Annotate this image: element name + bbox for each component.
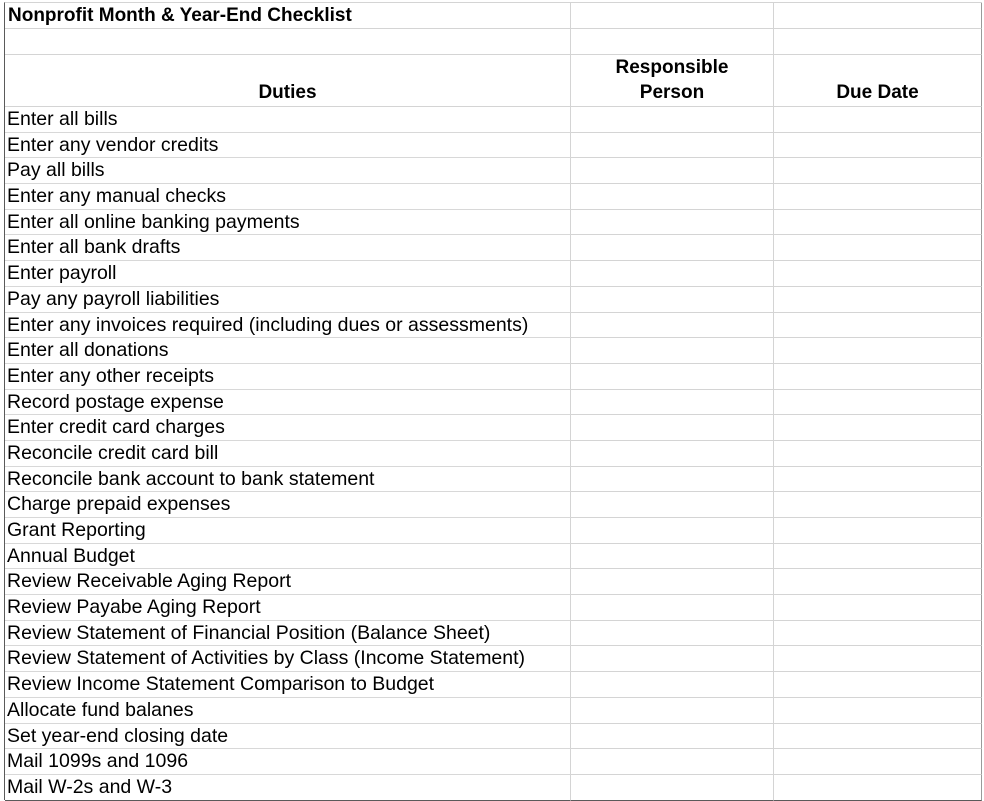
responsible-person-cell[interactable] — [571, 235, 774, 261]
due-date-cell[interactable] — [774, 184, 982, 210]
due-date-cell[interactable] — [774, 338, 982, 364]
duty-cell[interactable]: Enter any manual checks — [5, 184, 571, 210]
responsible-person-cell[interactable] — [571, 698, 774, 724]
empty-cell[interactable] — [5, 29, 571, 55]
duty-cell[interactable]: Pay any payroll liabilities — [5, 287, 571, 313]
due-date-cell[interactable] — [774, 235, 982, 261]
responsible-header-line1: Responsible — [615, 57, 729, 78]
duty-cell[interactable]: Enter all bills — [5, 107, 571, 133]
table-row — [5, 107, 982, 133]
responsible-person-cell[interactable] — [571, 133, 774, 159]
due-date-cell[interactable] — [774, 415, 982, 441]
due-date-header[interactable] — [774, 55, 982, 107]
table-row — [5, 544, 982, 570]
empty-cell[interactable] — [774, 29, 982, 55]
duty-cell[interactable]: Enter all online banking payments — [5, 210, 571, 236]
table-row — [5, 338, 982, 364]
duty-cell[interactable]: Enter any other receipts — [5, 364, 571, 390]
table-row — [5, 775, 982, 801]
table-row — [5, 133, 982, 159]
duty-cell[interactable]: Review Statement of Activities by Class (Income Statement) — [5, 646, 571, 672]
due-date-cell[interactable] — [774, 724, 982, 750]
responsible-person-cell[interactable] — [571, 595, 774, 621]
responsible-person-cell[interactable] — [571, 672, 774, 698]
empty-cell[interactable] — [571, 29, 774, 55]
responsible-person-cell[interactable] — [571, 621, 774, 647]
table-row — [5, 724, 982, 750]
title-row — [5, 3, 982, 29]
duty-cell[interactable]: Enter credit card charges — [5, 415, 571, 441]
duty-cell[interactable]: Reconcile bank account to bank statement — [5, 467, 571, 493]
duties-header[interactable] — [5, 55, 571, 107]
responsible-person-cell[interactable] — [571, 261, 774, 287]
duty-cell[interactable]: Pay all bills — [5, 158, 571, 184]
empty-cell[interactable] — [774, 3, 982, 29]
table-row — [5, 595, 982, 621]
due-date-cell[interactable] — [774, 518, 982, 544]
table-row — [5, 569, 982, 595]
due-date-cell[interactable] — [774, 313, 982, 339]
due-date-cell[interactable] — [774, 133, 982, 159]
table-row — [5, 646, 982, 672]
table-row — [5, 158, 982, 184]
table-row — [5, 415, 982, 441]
table-row — [5, 518, 982, 544]
responsible-person-cell[interactable] — [571, 158, 774, 184]
duty-cell[interactable]: Reconcile credit card bill — [5, 441, 571, 467]
responsible-person-cell[interactable] — [571, 569, 774, 595]
duty-cell[interactable]: Enter payroll — [5, 261, 571, 287]
due-date-cell[interactable] — [774, 261, 982, 287]
responsible-person-cell[interactable] — [571, 544, 774, 570]
responsible-person-cell[interactable] — [571, 441, 774, 467]
responsible-person-cell[interactable] — [571, 313, 774, 339]
table-row — [5, 261, 982, 287]
duty-cell[interactable]: Enter all bank drafts — [5, 235, 571, 261]
responsible-person-header[interactable] — [571, 55, 774, 107]
duty-cell[interactable]: Review Statement of Financial Position (Balance Sheet) — [5, 621, 571, 647]
responsible-person-cell[interactable] — [571, 390, 774, 416]
due-date-cell[interactable] — [774, 698, 982, 724]
duty-cell[interactable]: Grant Reporting — [5, 518, 571, 544]
table-row — [5, 235, 982, 261]
duty-cell[interactable]: Set year-end closing date — [5, 724, 571, 750]
sheet-title[interactable]: Nonprofit Month & Year-End Checklist — [5, 3, 571, 29]
responsible-person-cell[interactable] — [571, 107, 774, 133]
responsible-person-cell[interactable] — [571, 210, 774, 236]
due-date-cell[interactable] — [774, 646, 982, 672]
duty-cell[interactable]: Enter all donations — [5, 338, 571, 364]
responsible-header-line2: Person — [639, 82, 705, 103]
duty-cell[interactable]: Mail W-2s and W-3 — [5, 775, 571, 801]
duty-cell[interactable]: Enter any vendor credits — [5, 133, 571, 159]
due-date-cell[interactable] — [774, 441, 982, 467]
responsible-person-cell[interactable] — [571, 415, 774, 441]
duty-cell[interactable]: Enter any invoices required (including dues or assessments) — [5, 313, 571, 339]
table-row — [5, 672, 982, 698]
table-row — [5, 621, 982, 647]
responsible-person-cell[interactable] — [571, 646, 774, 672]
due-date-cell[interactable] — [774, 158, 982, 184]
due-date-cell[interactable] — [774, 775, 982, 801]
responsible-person-cell[interactable] — [571, 492, 774, 518]
responsible-person-cell[interactable] — [571, 364, 774, 390]
duty-cell[interactable]: Charge prepaid expenses — [5, 492, 571, 518]
table-row — [5, 467, 982, 493]
table-row — [5, 364, 982, 390]
duty-cell[interactable]: Annual Budget — [5, 544, 571, 570]
duty-cell[interactable]: Record postage expense — [5, 390, 571, 416]
blank-row — [5, 29, 982, 55]
responsible-person-cell[interactable] — [571, 749, 774, 775]
responsible-person-cell[interactable] — [571, 775, 774, 801]
table-row — [5, 210, 982, 236]
table-row — [5, 287, 982, 313]
duty-cell[interactable]: Allocate fund balanes — [5, 698, 571, 724]
due-date-cell[interactable] — [774, 287, 982, 313]
duty-cell[interactable]: Mail 1099s and 1096 — [5, 749, 571, 775]
due-date-cell[interactable] — [774, 107, 982, 133]
responsible-person-cell[interactable] — [571, 467, 774, 493]
due-date-cell[interactable] — [774, 749, 982, 775]
due-date-cell[interactable] — [774, 492, 982, 518]
due-date-cell[interactable] — [774, 364, 982, 390]
table-row — [5, 492, 982, 518]
responsible-person-cell[interactable] — [571, 518, 774, 544]
duties-header-label: Duties — [258, 82, 317, 103]
due-date-header-label: Due Date — [836, 82, 919, 103]
table-row — [5, 184, 982, 210]
due-date-cell[interactable] — [774, 467, 982, 493]
empty-cell[interactable] — [571, 3, 774, 29]
spreadsheet-grid — [4, 2, 982, 800]
responsible-person-cell[interactable] — [571, 287, 774, 313]
due-date-cell[interactable] — [774, 569, 982, 595]
due-date-cell[interactable] — [774, 621, 982, 647]
table-row — [5, 441, 982, 467]
table-row — [5, 313, 982, 339]
due-date-cell[interactable] — [774, 544, 982, 570]
responsible-person-cell[interactable] — [571, 184, 774, 210]
due-date-cell[interactable] — [774, 595, 982, 621]
duty-cell[interactable]: Review Payabe Aging Report — [5, 595, 571, 621]
responsible-person-cell[interactable] — [571, 338, 774, 364]
due-date-cell[interactable] — [774, 672, 982, 698]
table-row — [5, 749, 982, 775]
due-date-cell[interactable] — [774, 210, 982, 236]
due-date-cell[interactable] — [774, 390, 982, 416]
duty-cell[interactable]: Review Receivable Aging Report — [5, 569, 571, 595]
responsible-person-cell[interactable] — [571, 724, 774, 750]
header-row — [5, 55, 982, 107]
table-row — [5, 390, 982, 416]
duty-cell[interactable]: Review Income Statement Comparison to Budget — [5, 672, 571, 698]
table-row — [5, 698, 982, 724]
